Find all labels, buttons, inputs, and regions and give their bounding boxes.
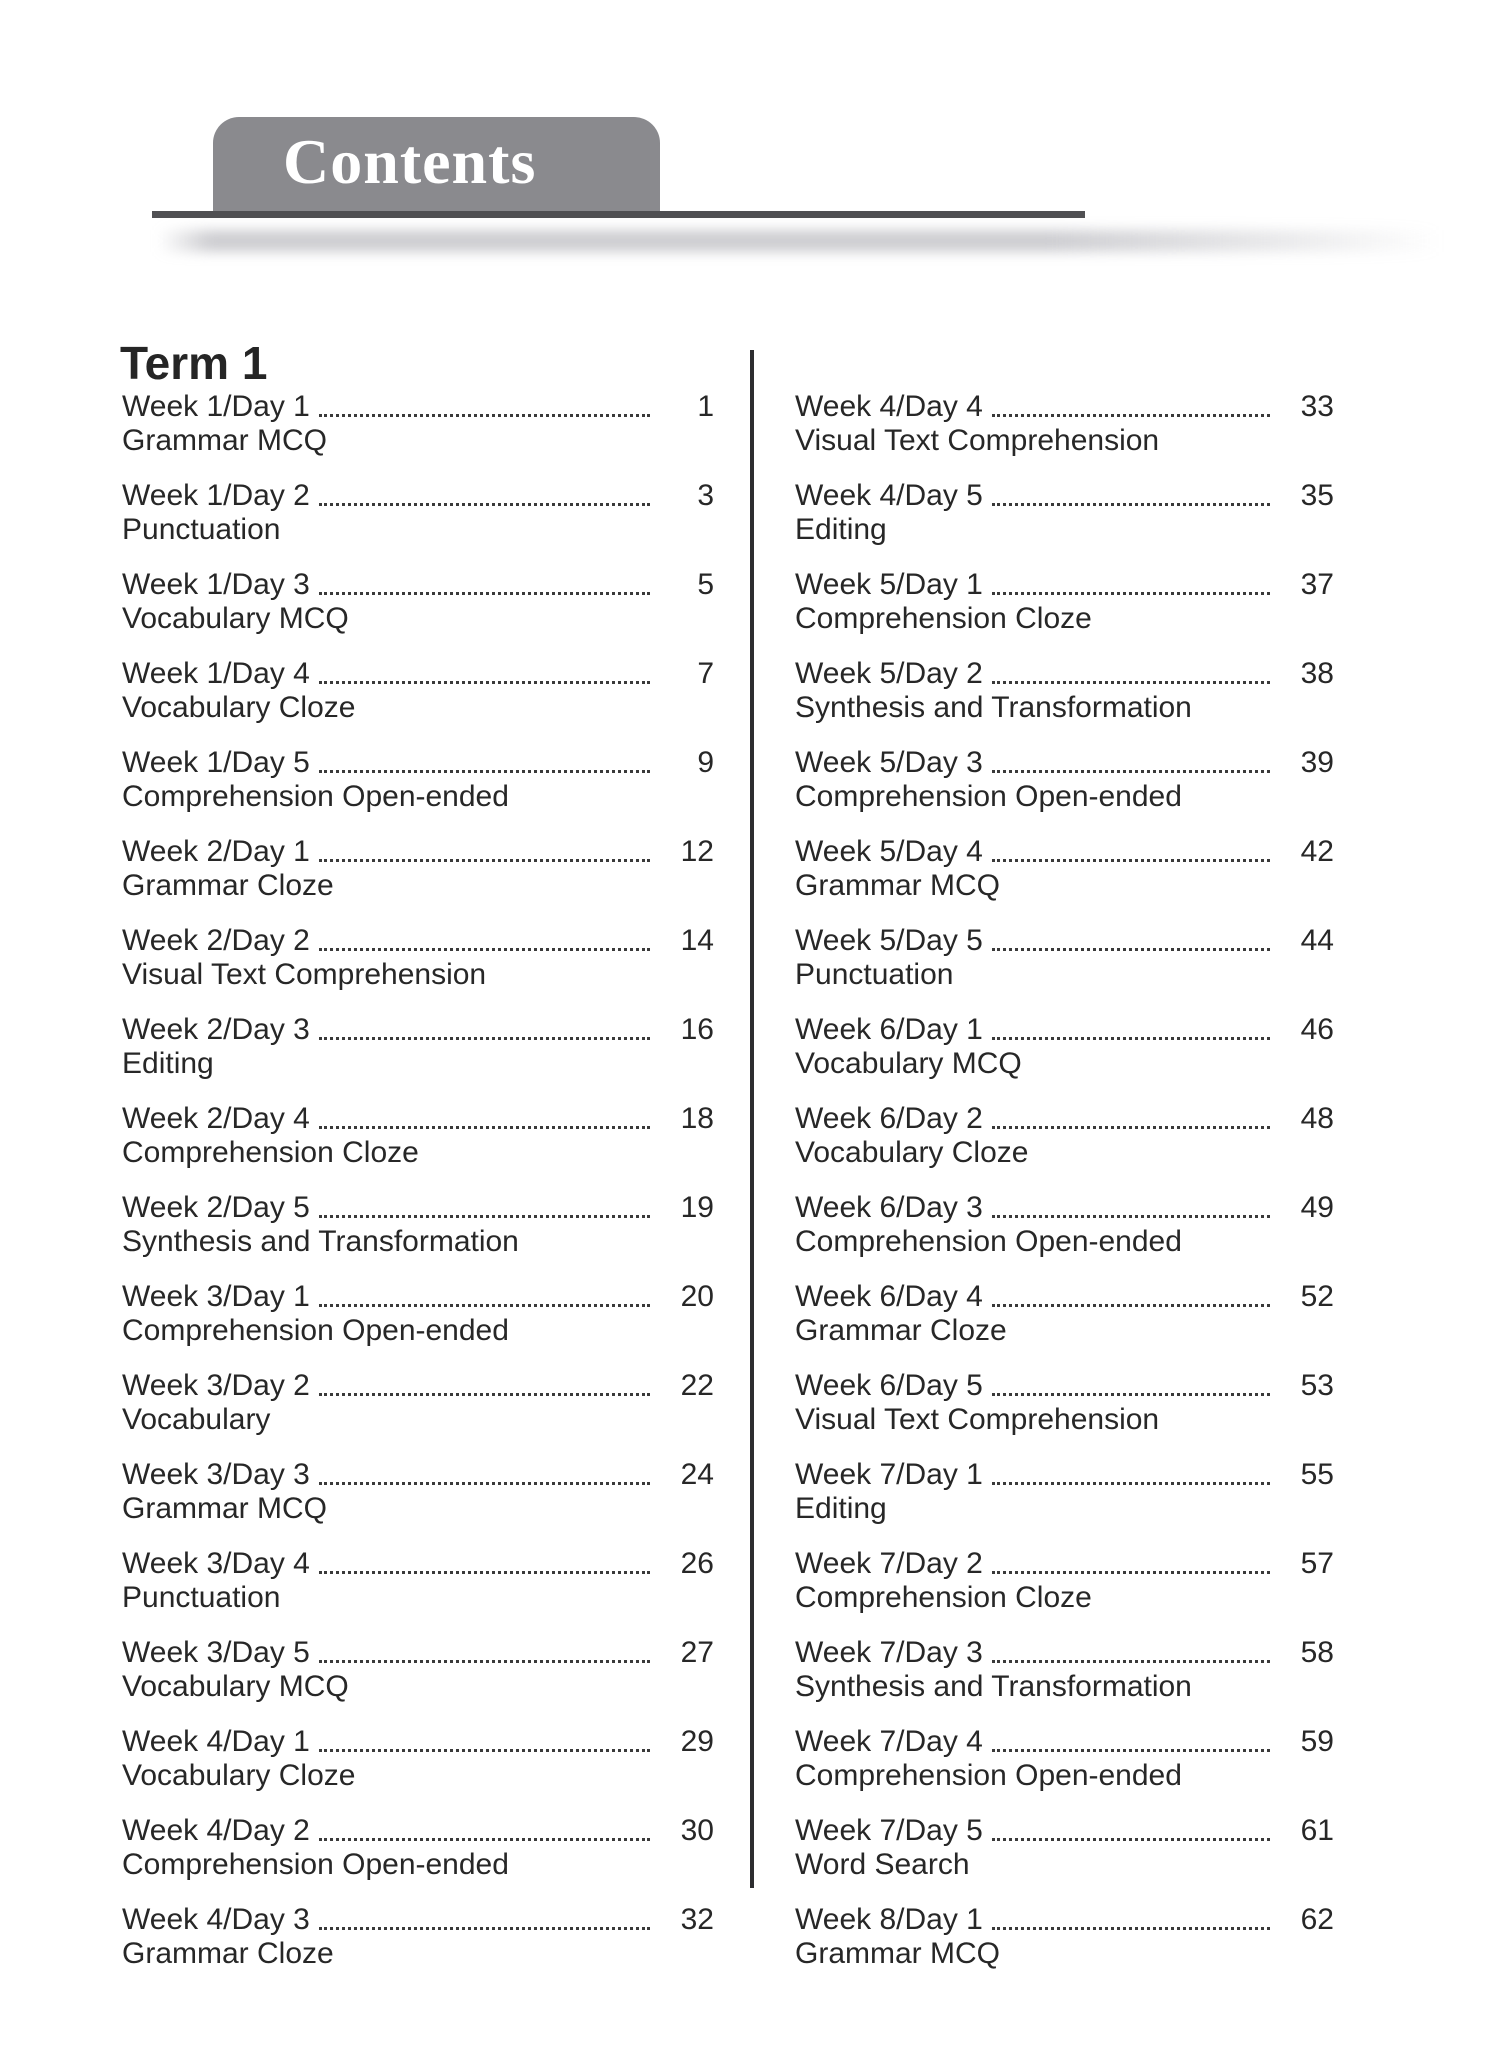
toc-entry (122, 390, 714, 457)
toc-entry-line (795, 1369, 1334, 1403)
dot-leader (319, 414, 650, 417)
dot-leader (992, 1571, 1270, 1574)
toc-entry-label: Week 4/Day 4 (795, 390, 983, 423)
toc-entry (122, 1725, 714, 1792)
toc-entry-page: 49 (1300, 1191, 1334, 1224)
toc-entry-page: 53 (1300, 1369, 1334, 1402)
dot-leader (319, 1749, 650, 1752)
dot-leader (992, 1393, 1270, 1396)
toc-entry-line (122, 1280, 714, 1314)
toc-entry-line (122, 1458, 714, 1492)
toc-entry-line (795, 1458, 1334, 1492)
dot-leader (319, 1660, 650, 1663)
toc-entry-label: Week 4/Day 3 (122, 1903, 310, 1936)
toc-entry-subtitle: Vocabulary MCQ (795, 1047, 1022, 1080)
toc-entry-line (795, 479, 1334, 513)
dot-leader (992, 1749, 1270, 1752)
dot-leader (319, 592, 650, 595)
toc-entry (795, 835, 1334, 902)
toc-entry-subtitle: Comprehension Open-ended (122, 780, 509, 813)
toc-entry (122, 1191, 714, 1258)
toc-entry-page: 9 (697, 746, 714, 779)
toc-entry (795, 1903, 1334, 1970)
toc-entry-label: Week 1/Day 2 (122, 479, 310, 512)
dot-leader (319, 1126, 650, 1129)
toc-entry-page: 16 (680, 1013, 714, 1046)
toc-entry-line (795, 1102, 1334, 1136)
dot-leader (992, 1838, 1270, 1841)
toc-entry-subtitle: Vocabulary (122, 1403, 271, 1436)
toc-entry-line (795, 835, 1334, 869)
toc-entry-subtitle: Word Search (795, 1848, 970, 1881)
dot-leader (992, 1215, 1270, 1218)
toc-entry-page: 12 (680, 835, 714, 868)
page-title: Contents (283, 126, 537, 197)
toc-entry (795, 1102, 1334, 1169)
toc-entry-line (122, 1636, 714, 1670)
toc-entry-page: 57 (1300, 1547, 1334, 1580)
toc-entry (795, 1013, 1334, 1080)
dot-leader (992, 1037, 1270, 1040)
toc-entry-page: 61 (1300, 1814, 1334, 1847)
toc-entry-subtitle: Grammar Cloze (795, 1314, 1007, 1347)
toc-entry-line (795, 1547, 1334, 1581)
dot-leader (319, 1393, 650, 1396)
toc-entry-label: Week 4/Day 1 (122, 1725, 310, 1758)
toc-entry-line (795, 568, 1334, 602)
toc-entry (122, 1102, 714, 1169)
toc-entry-page: 44 (1300, 924, 1334, 957)
toc-entry-subtitle: Punctuation (122, 513, 281, 546)
toc-entry-subtitle: Grammar MCQ (122, 424, 327, 457)
toc-entry-page: 22 (680, 1369, 714, 1402)
toc-entry-subtitle: Punctuation (795, 958, 954, 991)
toc-entry (122, 657, 714, 724)
toc-entry (122, 1458, 714, 1525)
toc-entry-page: 7 (697, 657, 714, 690)
toc-entry-line (122, 924, 714, 958)
toc-entry-subtitle: Vocabulary Cloze (122, 1759, 356, 1792)
toc-entry-subtitle: Comprehension Open-ended (122, 1848, 509, 1881)
toc-entry-page: 20 (680, 1280, 714, 1313)
toc-entry-label: Week 4/Day 2 (122, 1814, 310, 1847)
toc-entry-label: Week 6/Day 5 (795, 1369, 983, 1402)
toc-entry-subtitle: Punctuation (122, 1581, 281, 1614)
dot-leader (992, 592, 1270, 595)
toc-entry (122, 835, 714, 902)
toc-entry (795, 1280, 1334, 1347)
toc-entry-label: Week 3/Day 3 (122, 1458, 310, 1491)
toc-entry-page: 30 (680, 1814, 714, 1847)
toc-entry (122, 1814, 714, 1881)
header-rule-shadow (158, 230, 1468, 252)
toc-entry-label: Week 2/Day 5 (122, 1191, 310, 1224)
toc-entry (795, 1636, 1334, 1703)
dot-leader (319, 503, 650, 506)
toc-entry-line (122, 1725, 714, 1759)
toc-entry-label: Week 6/Day 1 (795, 1013, 983, 1046)
dot-leader (992, 859, 1270, 862)
toc-entry-line (795, 924, 1334, 958)
dot-leader (319, 1927, 650, 1930)
toc-entry-line (795, 1725, 1334, 1759)
toc-entry (795, 657, 1334, 724)
toc-entry-subtitle: Editing (795, 1492, 887, 1525)
dot-leader (992, 948, 1270, 951)
toc-entry-line (795, 1903, 1334, 1937)
toc-entry-line (795, 1191, 1334, 1225)
toc-entry-page: 32 (680, 1903, 714, 1936)
toc-entry-subtitle: Grammar Cloze (122, 1937, 334, 1970)
toc-entry-page: 37 (1300, 568, 1334, 601)
dot-leader (992, 1927, 1270, 1930)
toc-entry-line (122, 1547, 714, 1581)
toc-entry-page: 62 (1300, 1903, 1334, 1936)
toc-entry-page: 58 (1300, 1636, 1334, 1669)
toc-entry (795, 479, 1334, 546)
dot-leader (319, 1037, 650, 1040)
toc-entry-subtitle: Grammar MCQ (795, 869, 1000, 902)
dot-leader (992, 503, 1270, 506)
toc-entry-label: Week 1/Day 3 (122, 568, 310, 601)
toc-entry-label: Week 6/Day 2 (795, 1102, 983, 1135)
toc-entry-subtitle: Comprehension Cloze (122, 1136, 419, 1169)
toc-entry-label: Week 5/Day 5 (795, 924, 983, 957)
toc-entry (795, 746, 1334, 813)
toc-entry-subtitle: Visual Text Comprehension (795, 424, 1160, 457)
toc-entry-page: 1 (697, 390, 714, 423)
toc-entry-page: 33 (1300, 390, 1334, 423)
toc-entry-page: 24 (680, 1458, 714, 1491)
toc-entry (122, 1636, 714, 1703)
toc-entry (795, 1725, 1334, 1792)
toc-entry-label: Week 3/Day 5 (122, 1636, 310, 1669)
toc-entry-label: Week 1/Day 4 (122, 657, 310, 690)
toc-entry-subtitle: Synthesis and Transformation (795, 1670, 1192, 1703)
toc-entry-page: 3 (697, 479, 714, 512)
column-divider (750, 350, 754, 1888)
toc-entry-label: Week 7/Day 3 (795, 1636, 983, 1669)
toc-entry (122, 568, 714, 635)
section-heading: Term 1 (120, 337, 268, 389)
toc-entry (122, 1013, 714, 1080)
header-rule (152, 211, 1085, 218)
toc-entry (795, 1547, 1334, 1614)
dot-leader (992, 681, 1270, 684)
toc-entry-label: Week 1/Day 5 (122, 746, 310, 779)
toc-entry (122, 479, 714, 546)
toc-entry (795, 390, 1334, 457)
toc-entry-page: 52 (1300, 1280, 1334, 1313)
toc-entry-page: 26 (680, 1547, 714, 1580)
toc-entry-line (122, 390, 714, 424)
toc-entry-label: Week 5/Day 3 (795, 746, 983, 779)
dot-leader (992, 1126, 1270, 1129)
toc-entry-subtitle: Grammar MCQ (122, 1492, 327, 1525)
toc-entry-subtitle: Vocabulary MCQ (122, 602, 349, 635)
toc-entry-subtitle: Grammar Cloze (122, 869, 334, 902)
toc-entry-page: 38 (1300, 657, 1334, 690)
toc-entry-label: Week 3/Day 2 (122, 1369, 310, 1402)
toc-entry-label: Week 1/Day 1 (122, 390, 310, 423)
toc-entry-page: 59 (1300, 1725, 1334, 1758)
toc-entry-page: 19 (680, 1191, 714, 1224)
toc-entry-page: 42 (1300, 835, 1334, 868)
toc-entry-line (122, 1903, 714, 1937)
toc-entry-label: Week 2/Day 3 (122, 1013, 310, 1046)
toc-entry-line (122, 657, 714, 691)
toc-entry (122, 746, 714, 813)
toc-entry-subtitle: Editing (795, 513, 887, 546)
toc-entry-subtitle: Editing (122, 1047, 214, 1080)
toc-entry-line (122, 479, 714, 513)
dot-leader (319, 681, 650, 684)
toc-entry-line (795, 1814, 1334, 1848)
toc-entry-subtitle: Comprehension Cloze (795, 602, 1092, 635)
toc-entry-label: Week 2/Day 1 (122, 835, 310, 868)
toc-entry-label: Week 2/Day 4 (122, 1102, 310, 1135)
dot-leader (992, 414, 1270, 417)
toc-entry-page: 5 (697, 568, 714, 601)
toc-entry-page: 27 (680, 1636, 714, 1669)
toc-entry-label: Week 5/Day 1 (795, 568, 983, 601)
toc-entry-line (122, 1013, 714, 1047)
toc-entry-label: Week 6/Day 4 (795, 1280, 983, 1313)
dot-leader (992, 1660, 1270, 1663)
toc-entry-page: 18 (680, 1102, 714, 1135)
toc-entry-subtitle: Visual Text Comprehension (122, 958, 487, 991)
toc-entry-line (795, 746, 1334, 780)
toc-entry-label: Week 3/Day 1 (122, 1280, 310, 1313)
toc-entry-line (795, 1280, 1334, 1314)
dot-leader (319, 1215, 650, 1218)
dot-leader (992, 770, 1270, 773)
toc-entry-subtitle: Visual Text Comprehension (795, 1403, 1160, 1436)
dot-leader (319, 1838, 650, 1841)
toc-entry-page: 46 (1300, 1013, 1334, 1046)
toc-entry-line (122, 835, 714, 869)
toc-entry-subtitle: Comprehension Cloze (795, 1581, 1092, 1614)
dot-leader (992, 1304, 1270, 1307)
toc-entry-subtitle: Comprehension Open-ended (795, 1759, 1182, 1792)
toc-entry-label: Week 2/Day 2 (122, 924, 310, 957)
toc-entry-line (122, 1814, 714, 1848)
toc-entry-line (795, 1636, 1334, 1670)
dot-leader (992, 1482, 1270, 1485)
dot-leader (319, 770, 650, 773)
toc-entry (795, 568, 1334, 635)
dot-leader (319, 948, 650, 951)
toc-column-right (795, 390, 1334, 1992)
toc-entry-subtitle: Vocabulary Cloze (122, 691, 356, 724)
toc-entry-line (122, 1102, 714, 1136)
toc-entry-subtitle: Grammar MCQ (795, 1937, 1000, 1970)
toc-entry-page: 55 (1300, 1458, 1334, 1491)
toc-entry-page: 29 (680, 1725, 714, 1758)
toc-entry-subtitle: Vocabulary MCQ (122, 1670, 349, 1703)
toc-entry (122, 1369, 714, 1436)
contents-tab (213, 117, 660, 213)
toc-entry-label: Week 7/Day 5 (795, 1814, 983, 1847)
toc-entry-label: Week 5/Day 4 (795, 835, 983, 868)
toc-entry-label: Week 7/Day 1 (795, 1458, 983, 1491)
toc-entry-label: Week 7/Day 4 (795, 1725, 983, 1758)
toc-column-left (122, 390, 714, 1992)
toc-entry-subtitle: Synthesis and Transformation (795, 691, 1192, 724)
toc-entry-line (795, 1013, 1334, 1047)
toc-entry (795, 924, 1334, 991)
toc-entry-label: Week 5/Day 2 (795, 657, 983, 690)
toc-entry (122, 1547, 714, 1614)
toc-entry (795, 1814, 1334, 1881)
toc-entry-line (795, 390, 1334, 424)
toc-entry-line (122, 568, 714, 602)
toc-entry-subtitle: Vocabulary Cloze (795, 1136, 1029, 1169)
toc-entry-label: Week 3/Day 4 (122, 1547, 310, 1580)
toc-entry (795, 1191, 1334, 1258)
toc-entry-subtitle: Comprehension Open-ended (795, 1225, 1182, 1258)
toc-entry-subtitle: Synthesis and Transformation (122, 1225, 519, 1258)
toc-entry (795, 1458, 1334, 1525)
toc-entry-label: Week 8/Day 1 (795, 1903, 983, 1936)
dot-leader (319, 1304, 650, 1307)
toc-entry (122, 1280, 714, 1347)
toc-entry-page: 14 (680, 924, 714, 957)
toc-entry (122, 1903, 714, 1970)
toc-entry (122, 924, 714, 991)
toc-entry-line (122, 746, 714, 780)
toc-entry-line (795, 657, 1334, 691)
dot-leader (319, 1482, 650, 1485)
toc-entry-label: Week 7/Day 2 (795, 1547, 983, 1580)
toc-entry-label: Week 6/Day 3 (795, 1191, 983, 1224)
toc-entry-label: Week 4/Day 5 (795, 479, 983, 512)
toc-entry-subtitle: Comprehension Open-ended (795, 780, 1182, 813)
toc-entry-page: 48 (1300, 1102, 1334, 1135)
toc-entry-page: 39 (1300, 746, 1334, 779)
dot-leader (319, 1571, 650, 1574)
toc-entry-page: 35 (1300, 479, 1334, 512)
toc-entry-line (122, 1369, 714, 1403)
toc-entry-line (122, 1191, 714, 1225)
toc-entry-subtitle: Comprehension Open-ended (122, 1314, 509, 1347)
dot-leader (319, 859, 650, 862)
toc-entry (795, 1369, 1334, 1436)
